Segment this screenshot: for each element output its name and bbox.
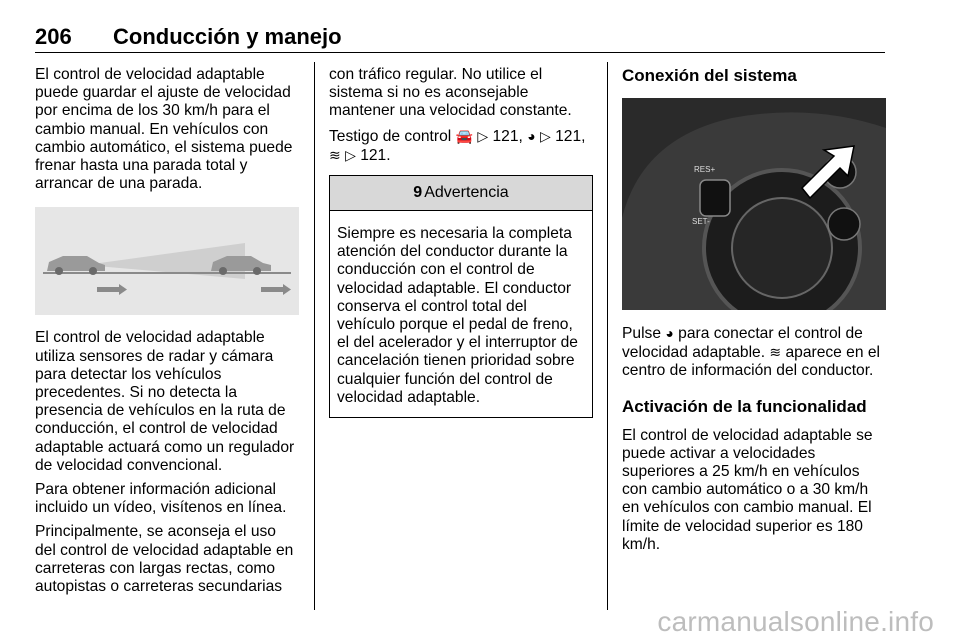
car-icon: 🚘 — [455, 127, 474, 144]
page-title: Conducción y manejo — [113, 24, 342, 49]
page-number: 206 — [35, 24, 72, 49]
section-heading: Activación de la funcionalidad — [622, 396, 867, 416]
section-heading: Conexión del sistema — [622, 66, 797, 85]
steering-wheel-photo — [622, 98, 886, 310]
paragraph-testigo — [329, 127, 593, 165]
paragraph: Pulse ◕ para conectar el control de velocidad adaptable. ≋ aparece en el centro de información del conductor. — [622, 325, 880, 380]
column-1 — [35, 66, 299, 602]
paragraph: El control de velocidad adaptable utiliza sensores de radar y cámara para detectar los vehículos precedentes. Si no detecta la presencia de vehículos en la ruta de conducción, el control de velocidad adaptable actuará como un regulador de velocidad convencional. — [35, 329, 295, 474]
page-reference: 121. — [360, 146, 391, 164]
paragraph: Principalmente, se aconseja el uso del control de velocidad adaptable en carreteras con largas rectas, como autopistas o carreteras secundarias — [35, 523, 294, 596]
warning-icon: 9 — [413, 183, 423, 201]
set-label: SET- — [692, 217, 710, 226]
arrow-ref-icon: ▷ — [477, 127, 489, 144]
warning-header — [330, 176, 592, 211]
watermark: carmanualsonline.info — [657, 606, 934, 637]
paragraph: con tráfico regular. No utilice el sistema si no es aconsejable mantener una velocidad constante. — [329, 66, 572, 120]
arrow-ref-icon: ▷ — [345, 146, 356, 163]
paragraph: Para obtener información adicional incluido un vídeo, visítenos en línea. — [35, 481, 287, 517]
radar-illustration — [35, 207, 299, 315]
testigo-label: Testigo de control — [329, 127, 452, 145]
column-divider — [314, 62, 315, 610]
column-divider — [607, 62, 608, 610]
res-label: RES+ — [694, 165, 716, 174]
adaptive-cruise-icon: ≋ — [769, 344, 782, 361]
speedometer-icon: ◕ — [527, 127, 536, 144]
page-reference: 121, — [492, 127, 523, 145]
arrow-ref-icon: ▷ — [540, 127, 551, 144]
speedometer-icon: ◕ — [665, 325, 674, 341]
adaptive-cruise-icon: ≋ — [329, 146, 341, 163]
page-reference: 121, — [555, 127, 586, 145]
column-3 — [622, 66, 888, 560]
paragraph: El control de velocidad adaptable se puede activar a velocidades superiores a 25 km/h en vehículos con cambio automático o a 30 km/h en vehículos con cambio manual. El límite de velocidad superior es 180 km/h. — [622, 426, 873, 553]
warning-text: Siempre es necesaria la completa atención del conductor durante la conducción con el control de velocidad adaptable. El conductor conserva el control total del vehículo porque el pedal de freno, el del acelerador y el interruptor de cancelación tienen prioridad sobre cualquier función del control de velocidad adaptable. — [337, 225, 578, 406]
page-header — [35, 22, 885, 53]
warning-box — [329, 175, 593, 418]
column-2 — [329, 66, 593, 418]
warning-title: Advertencia — [424, 183, 509, 201]
paragraph: El control de velocidad adaptable puede guardar el ajuste de velocidad por encima de los 30 km/h para el cambio manual. En vehículos con cambio automático, el sistema puede frenar hasta una parada total y arrancar de una parada. — [35, 66, 293, 193]
